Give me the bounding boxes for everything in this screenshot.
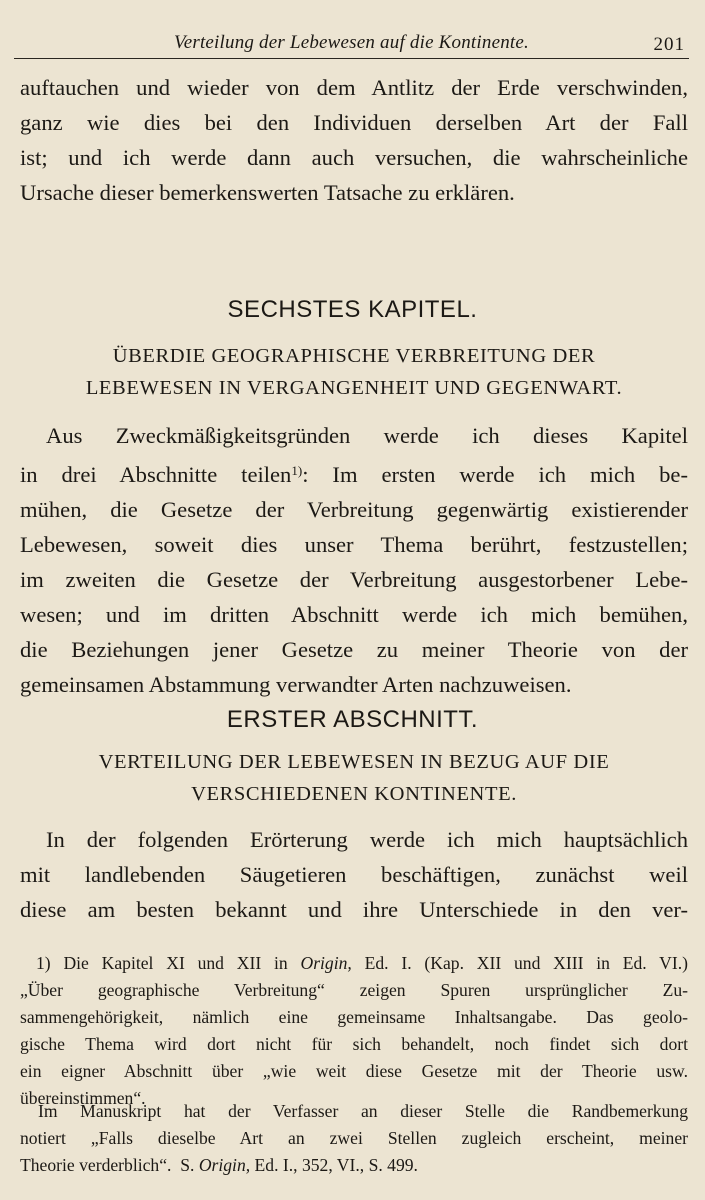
text-line: ein eigner Abschnitt über „wie weit diese Gesetze mit der Theorie usw.	[20, 1061, 688, 1081]
subtitle-line: ÜBERDIE GEOGRAPHISCHE VERBREITUNG DER	[112, 345, 596, 367]
text-line: Lebewesen, soweit dies unser Thema berührt, festzustellen;	[20, 532, 688, 557]
subtitle-line: VERTEILUNG DER LEBEWESEN IN BEZUG AUF DIE	[98, 751, 610, 773]
chapter-subtitle	[20, 340, 688, 404]
footnote-marker: 1)	[291, 463, 303, 478]
text-line: übereinstimmen“.	[20, 1088, 146, 1108]
italic-title: Origin,	[198, 1155, 251, 1175]
text-line: im zweiten die Gesetze der Verbreitung ausgestorbener Lebe-	[20, 567, 688, 592]
subtitle-line: LEBEWESEN IN VERGANGENHEIT UND GEGENWART.	[85, 377, 623, 399]
text-line: Im Manuskript hat der Verfasser an dieser Stelle die Randbemerkung	[38, 1101, 688, 1121]
text-line: ganz wie dies bei den Individuen derselben Art der Fall	[20, 110, 688, 135]
text-line: Ursache dieser bemerkenswerten Tatsache zu erklären.	[20, 180, 515, 205]
text-line: In der folgenden Erörterung werde ich mich hauptsächlich	[46, 827, 688, 852]
section-title: ERSTER ABSCHNITT.	[226, 706, 479, 733]
section-subtitle	[20, 746, 688, 810]
text-segment: in drei Abschnitte teilen	[20, 462, 292, 487]
text-line: Aus Zweckmäßigkeitsgründen werde ich dieses Kapitel	[46, 423, 688, 448]
text-line: gemeinsamen Abstammung verwandter Arten nachzuweisen.	[20, 672, 572, 697]
page-number: 201	[653, 34, 685, 55]
text-segment: Die Kapitel XI und XII in	[63, 953, 288, 973]
section-paragraph	[20, 822, 688, 927]
subtitle-line: VERSCHIEDENEN KONTINENTE.	[191, 783, 517, 805]
text-segment: : Im ersten werde ich mich be-	[302, 462, 688, 487]
chapter-title: SECHSTES KAPITEL.	[227, 296, 478, 323]
text-line: mühen, die Gesetze der Verbreitung gegenwärtig existierender	[20, 497, 688, 522]
text-line: gische Thema wird dort nicht für sich behandelt, noch findet sich dort	[20, 1034, 688, 1054]
text-segment: Ed. I. (Kap. XII und XIII in Ed. VI.)	[364, 953, 688, 973]
text-line: wesen; und im dritten Abschnitt werde ich mich bemühen,	[20, 602, 688, 627]
text-line	[20, 453, 688, 492]
text-line	[20, 950, 688, 977]
footnote-2	[20, 1098, 688, 1179]
text-segment: Theorie verderblich“.	[20, 1155, 172, 1175]
footnote-1	[20, 950, 688, 1112]
text-line	[20, 1152, 688, 1179]
text-line: auftauchen und wieder von dem Antlitz der Erde verschwinden,	[20, 75, 688, 100]
running-header	[14, 32, 689, 59]
italic-title: Origin,	[300, 953, 352, 973]
text-line: diese am besten bekannt und ihre Unterschiede in den ver-	[20, 897, 688, 922]
footnote-number: 1)	[36, 953, 51, 973]
text-line: notiert „Falls dieselbe Art an zwei Stellen zugleich erscheint, meiner	[20, 1128, 688, 1148]
text-line: sammengehörigkeit, nämlich eine gemeinsame Inhaltsangabe. Das geolo-	[20, 1007, 688, 1027]
chapter-paragraph	[20, 418, 688, 702]
text-line: mit landlebenden Säugetieren beschäftigen, zunächst weil	[20, 862, 688, 887]
text-line: „Über geographische Verbreitung“ zeigen Spuren ursprünglicher Zu-	[20, 980, 688, 1000]
intro-paragraph	[20, 70, 688, 210]
text-line: die Beziehungen jener Gesetze zu meiner Theorie von der	[20, 637, 688, 662]
running-title: Verteilung der Lebewesen auf die Kontinente.	[174, 32, 529, 53]
text-line: ist; und ich werde dann auch versuchen, die wahrscheinliche	[20, 145, 688, 170]
text-segment: Ed. I., 352, VI., S. 499.	[254, 1155, 418, 1175]
text-segment: S.	[180, 1155, 195, 1175]
